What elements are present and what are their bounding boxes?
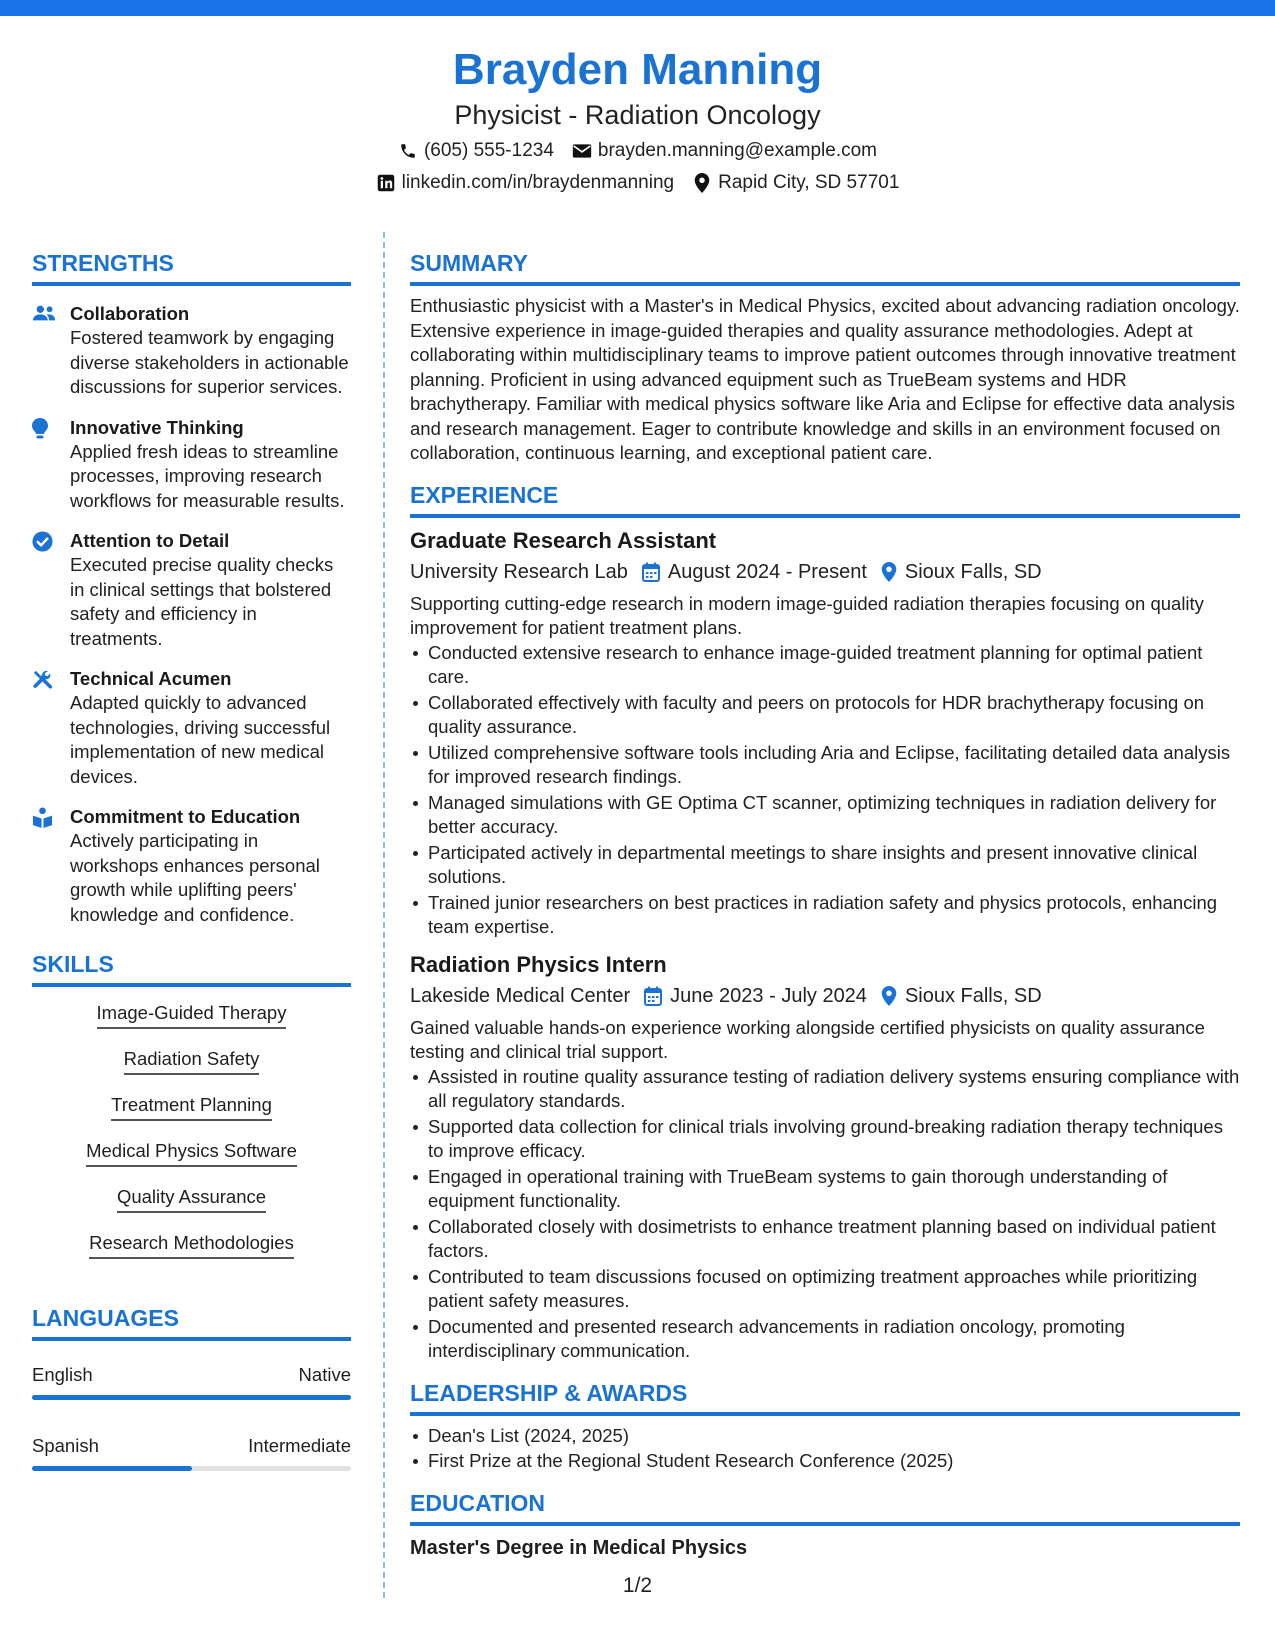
skill-tag: Quality Assurance — [117, 1185, 266, 1213]
resume-header — [0, 44, 1275, 196]
awards-title: LEADERSHIP & AWARDS — [410, 1378, 1240, 1416]
skill-tag: Image-Guided Therapy — [97, 1001, 287, 1029]
job-description: Supporting cutting-edge research in modern image-guided radiation therapies focusing on quality improvement for patient treatment plans. — [410, 592, 1204, 638]
candidate-name: Brayden Manning — [452, 45, 823, 94]
lightbulb-icon — [32, 416, 70, 514]
tools-icon — [32, 667, 70, 789]
job-entry — [410, 950, 1240, 1364]
linkedin-text[interactable]: linkedin.com/in/braydenmanning — [401, 172, 675, 193]
envelope-icon — [572, 141, 592, 161]
job-company: University Research Lab — [410, 560, 628, 583]
linkedin-icon — [376, 173, 396, 193]
strength-title: Attention to Detail — [70, 530, 230, 551]
job-bullet: Participated actively in departmental meetings to share insights and present innovative clinical solutions. — [410, 841, 1240, 890]
reader-icon — [32, 805, 70, 927]
strength-title: Technical Acumen — [70, 668, 232, 689]
contact-row-1 — [0, 138, 1275, 164]
map-pin-icon — [692, 173, 712, 193]
strengths-title: STRENGTHS — [32, 248, 351, 286]
job-bullet: Conducted extensive research to enhance image-guided treatment planning for optimal patient care. — [410, 641, 1240, 690]
users-icon — [32, 302, 70, 400]
calendar-icon — [642, 562, 660, 582]
award-item: Dean's List (2024, 2025) — [410, 1424, 1240, 1449]
strength-desc: Actively participating in workshops enhances personal growth while uplifting peers' knowledge and confidence. — [70, 830, 320, 925]
column-divider — [383, 232, 385, 1598]
job-location: Sioux Falls, SD — [904, 984, 1042, 1007]
strength-title: Collaboration — [70, 303, 190, 324]
job-bullet: Documented and presented research advancements in radiation oncology, promoting interdisciplinary communication. — [410, 1315, 1240, 1364]
contact-location — [692, 170, 899, 196]
job-location: Sioux Falls, SD — [904, 560, 1042, 583]
language-proficiency-fill — [32, 1395, 351, 1400]
contact-email — [572, 138, 877, 164]
job-bullet: Utilized comprehensive software tools including Aria and Eclipse, facilitating detailed data analysis for improved research findings. — [410, 741, 1240, 790]
job-bullet: Contributed to team discussions focused on optimizing treatment approaches while prioritizing patient safety measures. — [410, 1265, 1240, 1314]
skill-tag: Medical Physics Software — [86, 1139, 297, 1167]
language-item — [32, 1434, 351, 1471]
award-item: First Prize at the Regional Student Research Conference (2025) — [410, 1449, 1240, 1474]
summary-text: Enthusiastic physicist with a Master's in Medical Physics, excited about advancing radiation oncology. Extensive experience in image-guided therapies and quality assurance methodologies. Adept at collaborating within multidisciplinary teams to improve patient outcomes through innovative treatment planning. Proficient in using advanced equipment such as TrueBeam systems and HDR brachytherapy. Familiar with medical physics software like Aria and Eclipse for effective data analysis and research management. Eager to contribute knowledge and skills in an environment focused on collaboration, continuous learning, and exceptional patient care. — [410, 295, 1240, 463]
language-proficiency-fill — [32, 1466, 192, 1471]
email-text[interactable]: brayden.manning@example.com — [597, 140, 878, 161]
job-bullet: Trained junior researchers on best practices in radiation safety and physics protocols, enhancing team expertise. — [410, 891, 1240, 940]
strength-item — [32, 667, 351, 789]
strength-desc: Fostered teamwork by engaging diverse stakeholders in actionable discussions for superior services. — [70, 327, 349, 397]
language-level: Intermediate — [248, 1435, 351, 1456]
job-bullet: Engaged in operational training with TrueBeam systems to gain thorough understanding of equipment functionality. — [410, 1165, 1240, 1214]
candidate-role: Physicist - Radiation Oncology — [454, 100, 821, 130]
contact-phone — [398, 138, 554, 164]
job-company: Lakeside Medical Center — [410, 984, 631, 1007]
contact-row-2 — [0, 170, 1275, 196]
job-bullet: Collaborated effectively with faculty and peers on protocols for HDR brachytherapy focusing on quality assurance. — [410, 691, 1240, 740]
language-proficiency-bar — [32, 1395, 351, 1400]
languages-title: LANGUAGES — [32, 1303, 351, 1341]
strength-item — [32, 302, 351, 400]
job-dates: August 2024 - Present — [667, 560, 867, 583]
job-description: Gained valuable hands-on experience working alongside certified physicists on quality assurance testing and clinical trial support. — [410, 1016, 1205, 1062]
strength-title: Commitment to Education — [70, 806, 301, 827]
skill-tag: Radiation Safety — [124, 1047, 260, 1075]
education-title: EDUCATION — [410, 1488, 1240, 1526]
check-circle-icon — [32, 529, 70, 651]
job-bullet: Collaborated closely with dosimetrists to enhance treatment planning based on individual patient factors. — [410, 1215, 1240, 1264]
strength-item — [32, 529, 351, 651]
strength-item — [32, 416, 351, 514]
job-bullet: Managed simulations with GE Optima CT scanner, optimizing techniques in radiation delivery for better accuracy. — [410, 791, 1240, 840]
awards-list — [410, 1424, 1240, 1474]
contact-linkedin — [376, 170, 675, 196]
job-title: Graduate Research Assistant — [410, 527, 717, 553]
language-item — [32, 1363, 351, 1400]
language-level: Native — [298, 1364, 351, 1385]
skills-title: SKILLS — [32, 949, 351, 987]
summary-title: SUMMARY — [410, 248, 1240, 286]
strength-desc: Applied fresh ideas to streamline processes, improving research workflows for measurable results. — [70, 440, 345, 511]
location-text: Rapid City, SD 57701 — [718, 172, 900, 193]
top-accent-bar — [0, 0, 1275, 16]
job-bullet: Supported data collection for clinical trials involving ground-breaking radiation therapy techniques to improve efficacy. — [410, 1115, 1240, 1164]
skills-list — [32, 1001, 351, 1277]
calendar-icon — [644, 986, 662, 1006]
job-bullet: Assisted in routine quality assurance testing of radiation delivery systems ensuring compliance with all regulatory standards. — [410, 1065, 1240, 1114]
education-degree: Master's Degree in Medical Physics — [410, 1536, 748, 1559]
strength-item — [32, 805, 351, 927]
strength-title: Innovative Thinking — [70, 416, 244, 438]
job-dates: June 2023 - July 2024 — [670, 984, 867, 1007]
page-number: 1/2 — [622, 1574, 653, 1597]
experience-title: EXPERIENCE — [410, 480, 1240, 518]
skill-tag: Research Methodologies — [89, 1231, 294, 1259]
strength-desc: Executed precise quality checks in clinical settings that bolstered safety and efficiency in treatments. — [70, 554, 334, 649]
phone-icon — [398, 141, 418, 161]
language-name: Spanish — [32, 1435, 99, 1456]
job-meta — [410, 558, 1240, 586]
map-pin-icon — [881, 562, 897, 582]
right-column — [410, 248, 1240, 1562]
language-name: English — [32, 1364, 93, 1385]
skill-tag: Treatment Planning — [111, 1093, 272, 1121]
map-pin-icon — [881, 986, 897, 1006]
phone-text[interactable]: (605) 555-1234 — [423, 140, 554, 161]
strength-desc: Adapted quickly to advanced technologies, driving successful implementation of new medical devices. — [70, 692, 331, 787]
job-meta — [410, 982, 1240, 1010]
job-bullets — [410, 1065, 1240, 1364]
job-bullets — [410, 641, 1240, 940]
left-column — [32, 248, 351, 1471]
job-entry — [410, 526, 1240, 940]
job-title: Radiation Physics Intern — [410, 951, 667, 977]
language-proficiency-bar — [32, 1466, 351, 1471]
